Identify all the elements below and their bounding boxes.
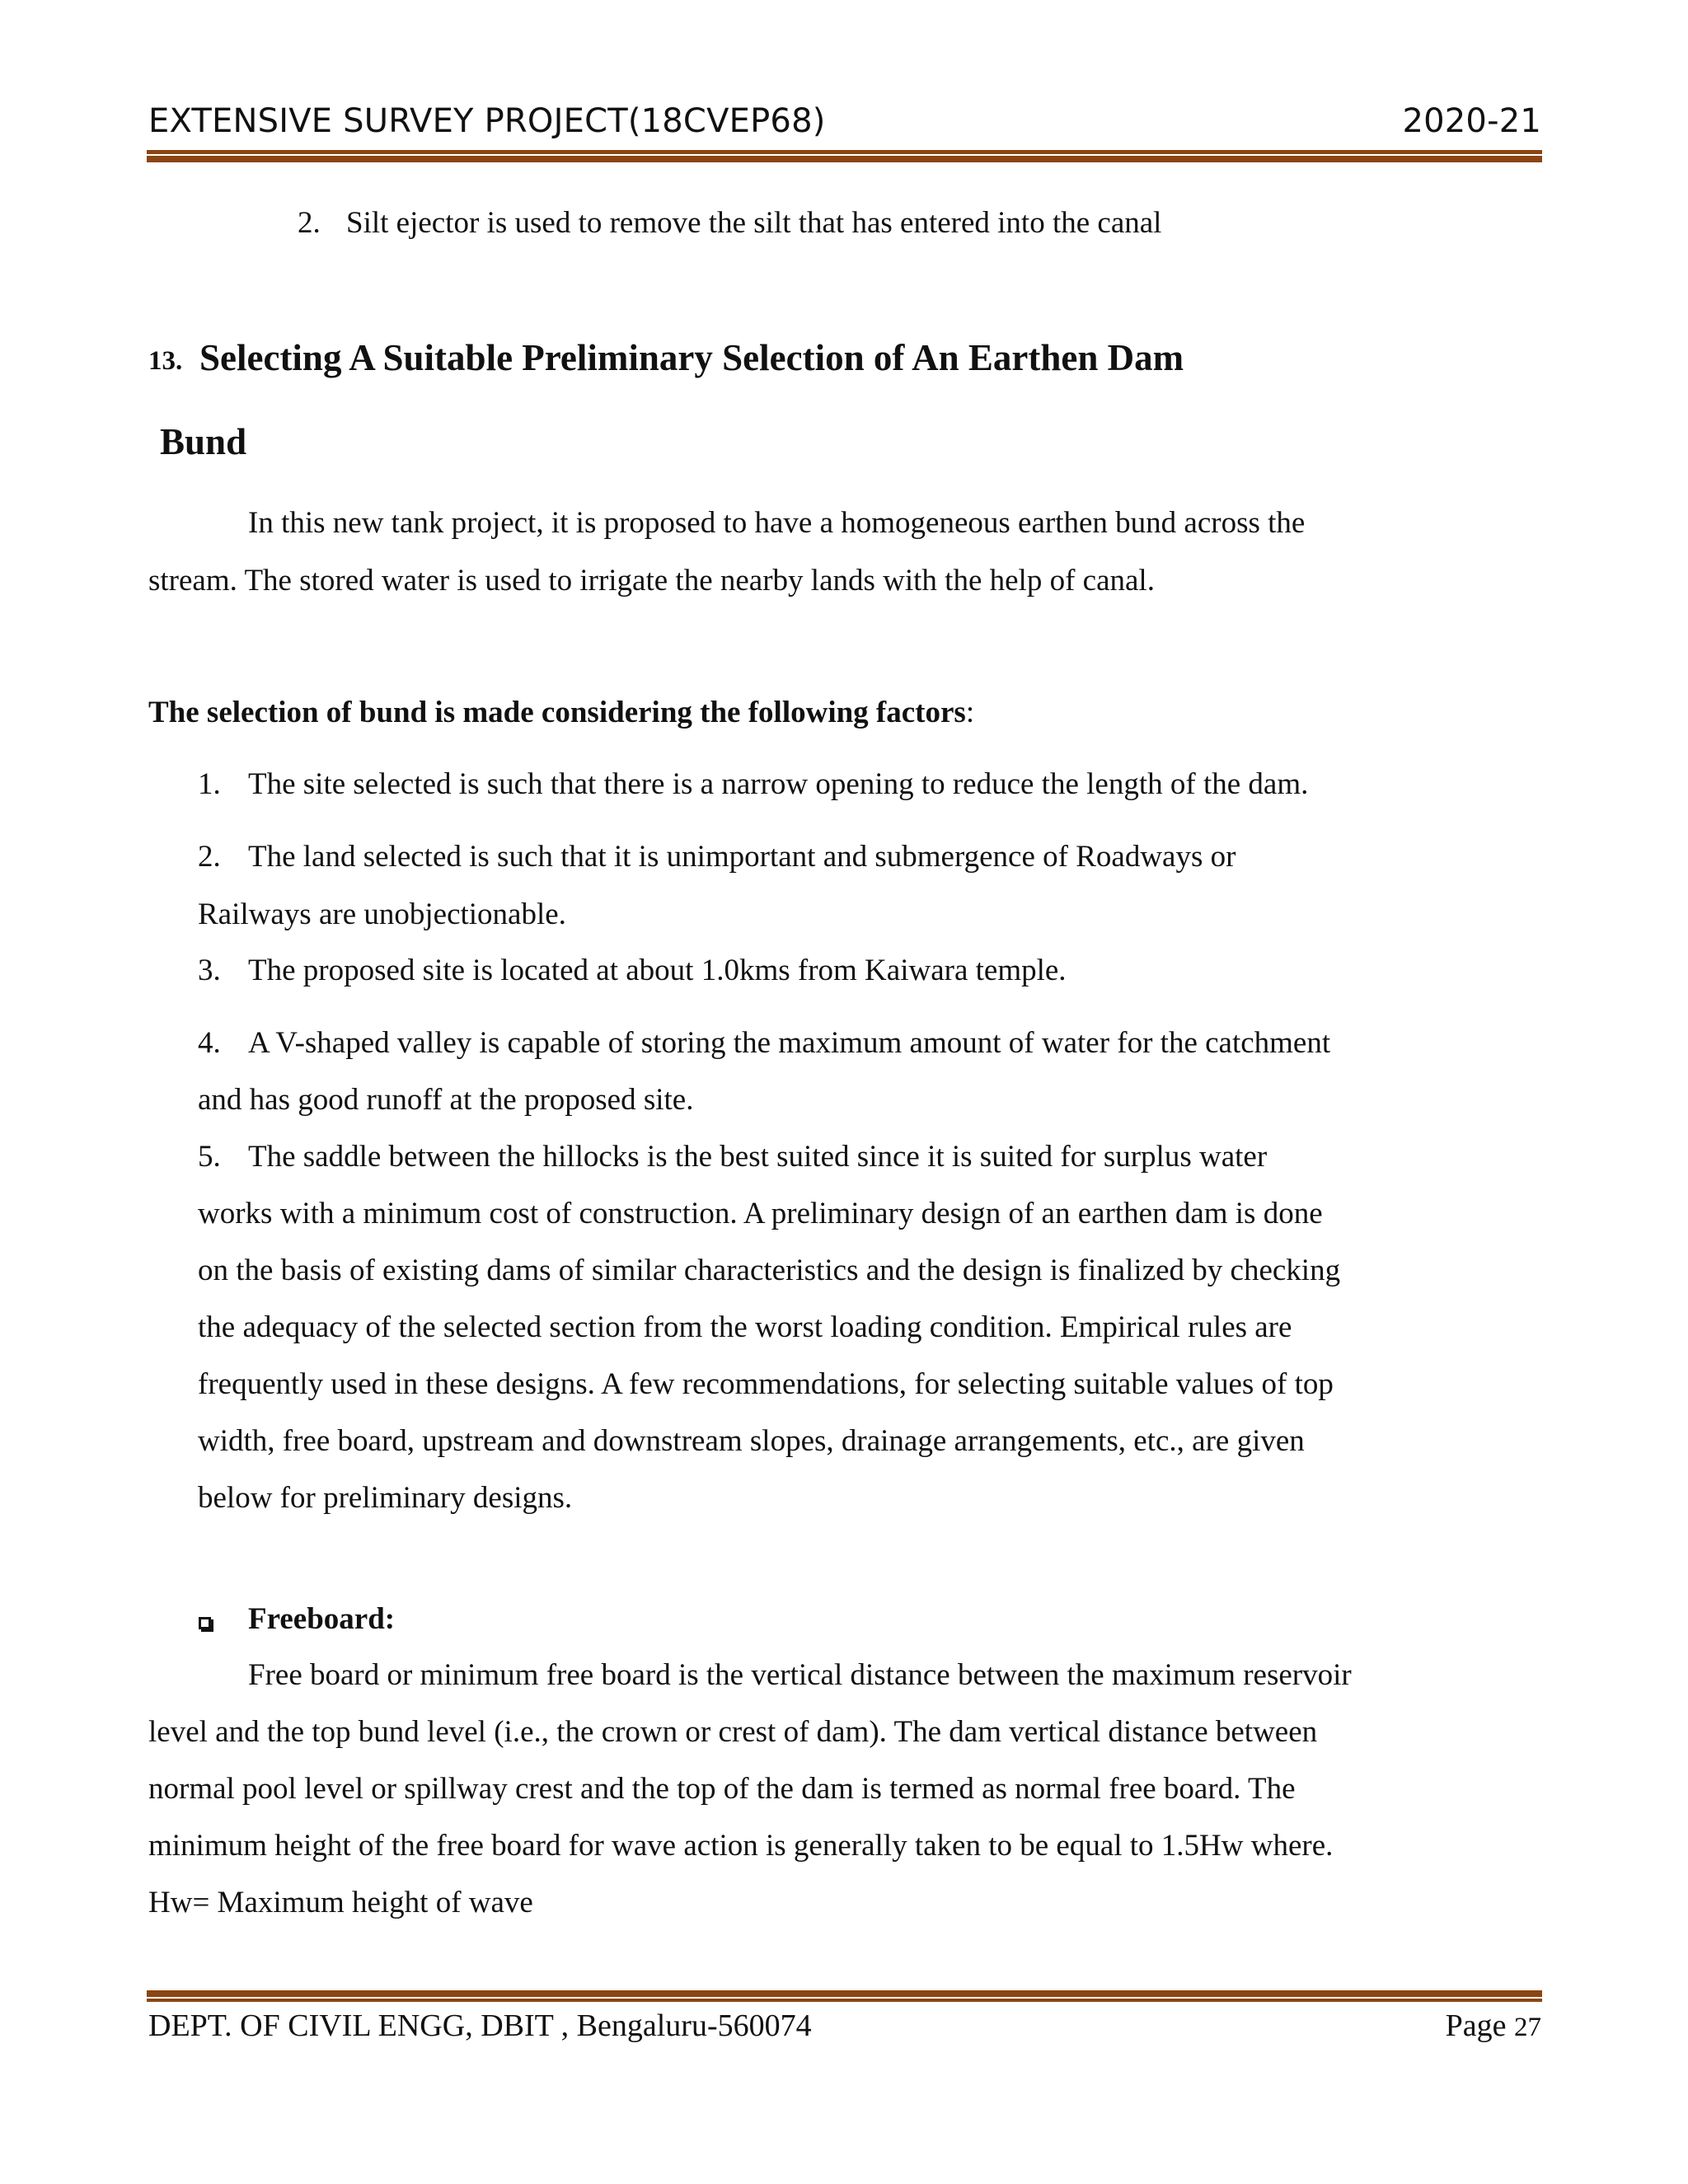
factor-number: 3.	[198, 954, 221, 987]
factor-line: A V-shaped valley is capable of storing the maximum amount of water for the catchment	[248, 1026, 1331, 1060]
factors-heading-colon: :	[965, 696, 975, 729]
factors-heading	[148, 684, 974, 742]
section-title: Selecting A Suitable Preliminary Selection of An Earthen Dam	[199, 337, 1184, 378]
list-item-number: 2.	[298, 206, 321, 240]
header-rule-thick	[147, 156, 1542, 162]
section-number: 13.	[148, 346, 183, 376]
checkbox-bullet-icon	[199, 1617, 211, 1629]
factor-line: The proposed site is located at about 1.0kms from Kaiwara temple.	[248, 954, 1067, 987]
factor-line: frequently used in these designs. A few recommendations, for selecting suitable values of top	[198, 1367, 1334, 1401]
freeboard-line: Hw= Maximum height of wave	[148, 1886, 533, 1919]
factor-number: 4.	[198, 1026, 221, 1060]
factor-line: The land selected is such that it is unimportant and submergence of Roadways or	[248, 840, 1236, 874]
factor-line: The saddle between the hillocks is the best suited since it is suited for surplus water	[248, 1140, 1268, 1174]
footer-page-label: Page	[1445, 2008, 1507, 2043]
footer-page	[1446, 2008, 1541, 2044]
header-rule-thin	[147, 150, 1542, 154]
factors-heading-bold: The selection of bund is made considering the following factors	[148, 696, 966, 729]
list-item-text: Silt ejector is used to remove the silt that has entered into the canal	[346, 206, 1162, 240]
factor-line: the adequacy of the selected section from the worst loading condition. Empirical rules are	[198, 1310, 1292, 1344]
freeboard-line: level and the top bund level (i.e., the crown or crest of dam). The dam vertical distance between	[148, 1715, 1318, 1749]
factor-line: works with a minimum cost of construction. A preliminary design of an earthen dam is done	[198, 1197, 1323, 1230]
footer-department: DEPT. OF CIVIL ENGG, DBIT , Bengaluru-560074	[148, 2008, 812, 2043]
footer-page-number: 27	[1514, 2013, 1541, 2042]
header-year: 2020-21	[1402, 102, 1541, 140]
intro-line-2: stream. The stored water is used to irrigate the nearby lands with the help of canal.	[148, 564, 1155, 598]
footer-rule-thick	[147, 1990, 1542, 1997]
intro-line-1: In this new tank project, it is proposed to have a homogeneous earthen bund across the	[248, 506, 1306, 540]
factor-number: 5.	[198, 1140, 221, 1174]
freeboard-line: Free board or minimum free board is the vertical distance between the maximum reservoir	[248, 1658, 1352, 1692]
factor-line: and has good runoff at the proposed site.	[198, 1083, 694, 1117]
factor-number: 2.	[198, 840, 221, 874]
freeboard-heading: Freeboard:	[248, 1602, 396, 1636]
factor-number: 1.	[198, 767, 221, 801]
factor-line: width, free board, upstream and downstream slopes, drainage arrangements, etc., are given	[198, 1424, 1305, 1458]
factor-line: on the basis of existing dams of similar characteristics and the design is finalized by checking	[198, 1254, 1341, 1287]
factor-line: Railways are unobjectionable.	[198, 898, 566, 931]
factor-line: The site selected is such that there is a narrow opening to reduce the length of the dam.	[248, 767, 1309, 801]
section-title-line2: Bund	[160, 421, 247, 462]
header-title: EXTENSIVE SURVEY PROJECT(18CVEP68)	[148, 102, 826, 140]
factor-line: below for preliminary designs.	[198, 1481, 573, 1515]
freeboard-line: minimum height of the free board for wave action is generally taken to be equal to 1.5Hw where.	[148, 1829, 1334, 1863]
freeboard-line: normal pool level or spillway crest and the top of the dam is termed as normal free board. The	[148, 1772, 1296, 1806]
footer-rule-thin	[147, 1999, 1542, 2002]
